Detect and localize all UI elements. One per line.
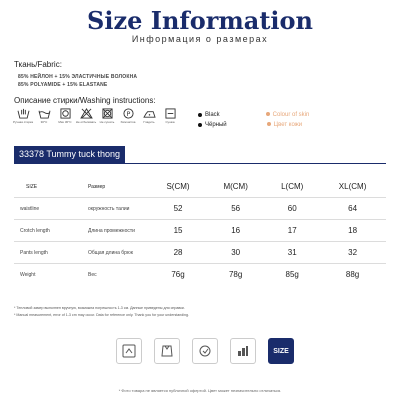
wash-item: [37, 108, 51, 124]
color-skin-label-ru: [267, 122, 302, 128]
wash-item: [58, 108, 72, 124]
cell: 32: [319, 242, 386, 264]
info-badges: [116, 338, 294, 364]
wash-caption: Сушка: [165, 120, 175, 124]
wash-caption: Гладить: [143, 120, 155, 124]
wash-caption: Ручная стирка: [12, 120, 34, 124]
header-xl: XL(CM): [338, 182, 367, 191]
note-ru: * Тепловой замер выполнен вручную, возможна погрешность 1-3 см. Данные приведены для справки.: [14, 306, 185, 310]
max-temp-icon: [59, 108, 72, 119]
table-row: [14, 220, 386, 242]
hand-wash-icon: [17, 108, 30, 119]
skin-swatch-icon: [267, 122, 271, 126]
row-name: Crotch length: [14, 220, 88, 242]
row-name: waistline: [14, 198, 88, 220]
wash-caption: Химчистка: [120, 120, 136, 124]
cell: 88g: [319, 264, 386, 286]
wash-item: [121, 108, 135, 124]
cell: 17: [265, 220, 319, 242]
wash-caption: Max 30°C: [58, 120, 72, 124]
wash-item: [75, 108, 97, 124]
chart-badge-icon: [230, 338, 256, 364]
cell: 16: [206, 220, 265, 242]
table-row: [14, 242, 386, 264]
row-name: Weight: [14, 264, 88, 286]
header-l: L(CM): [281, 182, 304, 191]
size-table: [14, 176, 386, 285]
fabric-line-ru: 85% НЕЙЛОН + 15% ЭЛАСТИЧНЫЕ ВОЛОКНА: [18, 74, 138, 80]
color-skin-text: Colour of skin: [272, 112, 310, 118]
iron-low-icon: [143, 108, 156, 119]
fabric-line-en: 85% POLYAMIDE + 15% ELASTANE: [18, 82, 108, 88]
row-name-ru: Длина промежности: [88, 220, 150, 242]
measure-badge-icon: [116, 338, 142, 364]
table-header-row: [14, 176, 386, 198]
fit-badge-icon: [192, 338, 218, 364]
cell: 15: [150, 220, 206, 242]
header-s: S(CM): [166, 182, 190, 191]
page-subtitle: Информация о размерах: [131, 34, 269, 44]
wash-item: [163, 108, 177, 124]
row-name-ru: Общая длина брюк: [88, 242, 150, 264]
skin-swatch-icon: [266, 112, 270, 116]
wash-caption: 30°C: [40, 120, 48, 124]
flat-dry-icon: [164, 108, 177, 119]
wash-item: [12, 108, 34, 124]
divider: [14, 163, 386, 164]
svg-text:P: P: [126, 109, 130, 118]
page-title: Size Information: [87, 6, 313, 35]
color-black-label-ru: Чёрный: [205, 122, 227, 128]
note-en: * Manual measurement, error of 1-3 cm may occur. Data for reference only. Thank you for your understanding.: [14, 313, 190, 317]
fabric-label: Ткань/Fabric:: [14, 60, 62, 69]
wash-item: [100, 108, 114, 124]
header-ru: Размер: [88, 183, 106, 190]
wash-item: [142, 108, 156, 124]
cell: 31: [265, 242, 319, 264]
water-temp-icon: [38, 108, 51, 119]
row-name-ru: окружность талии: [88, 198, 150, 220]
dry-clean-icon: [122, 108, 135, 119]
washing-label: Описание стирки/Washing instructions:: [14, 96, 156, 105]
color-row-ru: [198, 122, 302, 128]
black-swatch-icon: [198, 123, 202, 127]
header-m: M(CM): [223, 182, 248, 191]
row-name: Pants length: [14, 242, 88, 264]
black-swatch-icon: [198, 113, 202, 117]
color-skin-label: [266, 112, 310, 118]
color-row-en: [198, 112, 309, 118]
size-badge: SIZE: [268, 338, 294, 364]
row-name-ru: Вес: [88, 264, 150, 286]
cell: 18: [319, 220, 386, 242]
cell: 30: [206, 242, 265, 264]
cell: 78g: [206, 264, 265, 286]
table-row: [14, 264, 386, 286]
no-tumble-dry-icon: [101, 108, 114, 119]
cell: 64: [319, 198, 386, 220]
wash-caption: Не отбеливать: [75, 120, 97, 124]
color-black-label: Black: [205, 112, 220, 118]
wash-caption: Не сушить: [99, 120, 115, 124]
product-code-tab: 33378 Tummy tuck thong: [14, 146, 125, 163]
cell: 60: [265, 198, 319, 220]
garment-badge-icon: [154, 338, 180, 364]
cell: 28: [150, 242, 206, 264]
cell: 52: [150, 198, 206, 220]
cell: 56: [206, 198, 265, 220]
header-size: SIZE: [26, 183, 38, 190]
washing-icons: [12, 108, 177, 124]
no-bleach-icon: [80, 108, 93, 119]
cell: 85g: [265, 264, 319, 286]
cell: 76g: [150, 264, 206, 286]
color-skin-text-ru: Цвет кожи: [273, 122, 303, 128]
table-row: [14, 198, 386, 220]
footer-note: * Фото товара не является публичной офертой. Цвет может незначительно отличаться.: [118, 388, 282, 393]
